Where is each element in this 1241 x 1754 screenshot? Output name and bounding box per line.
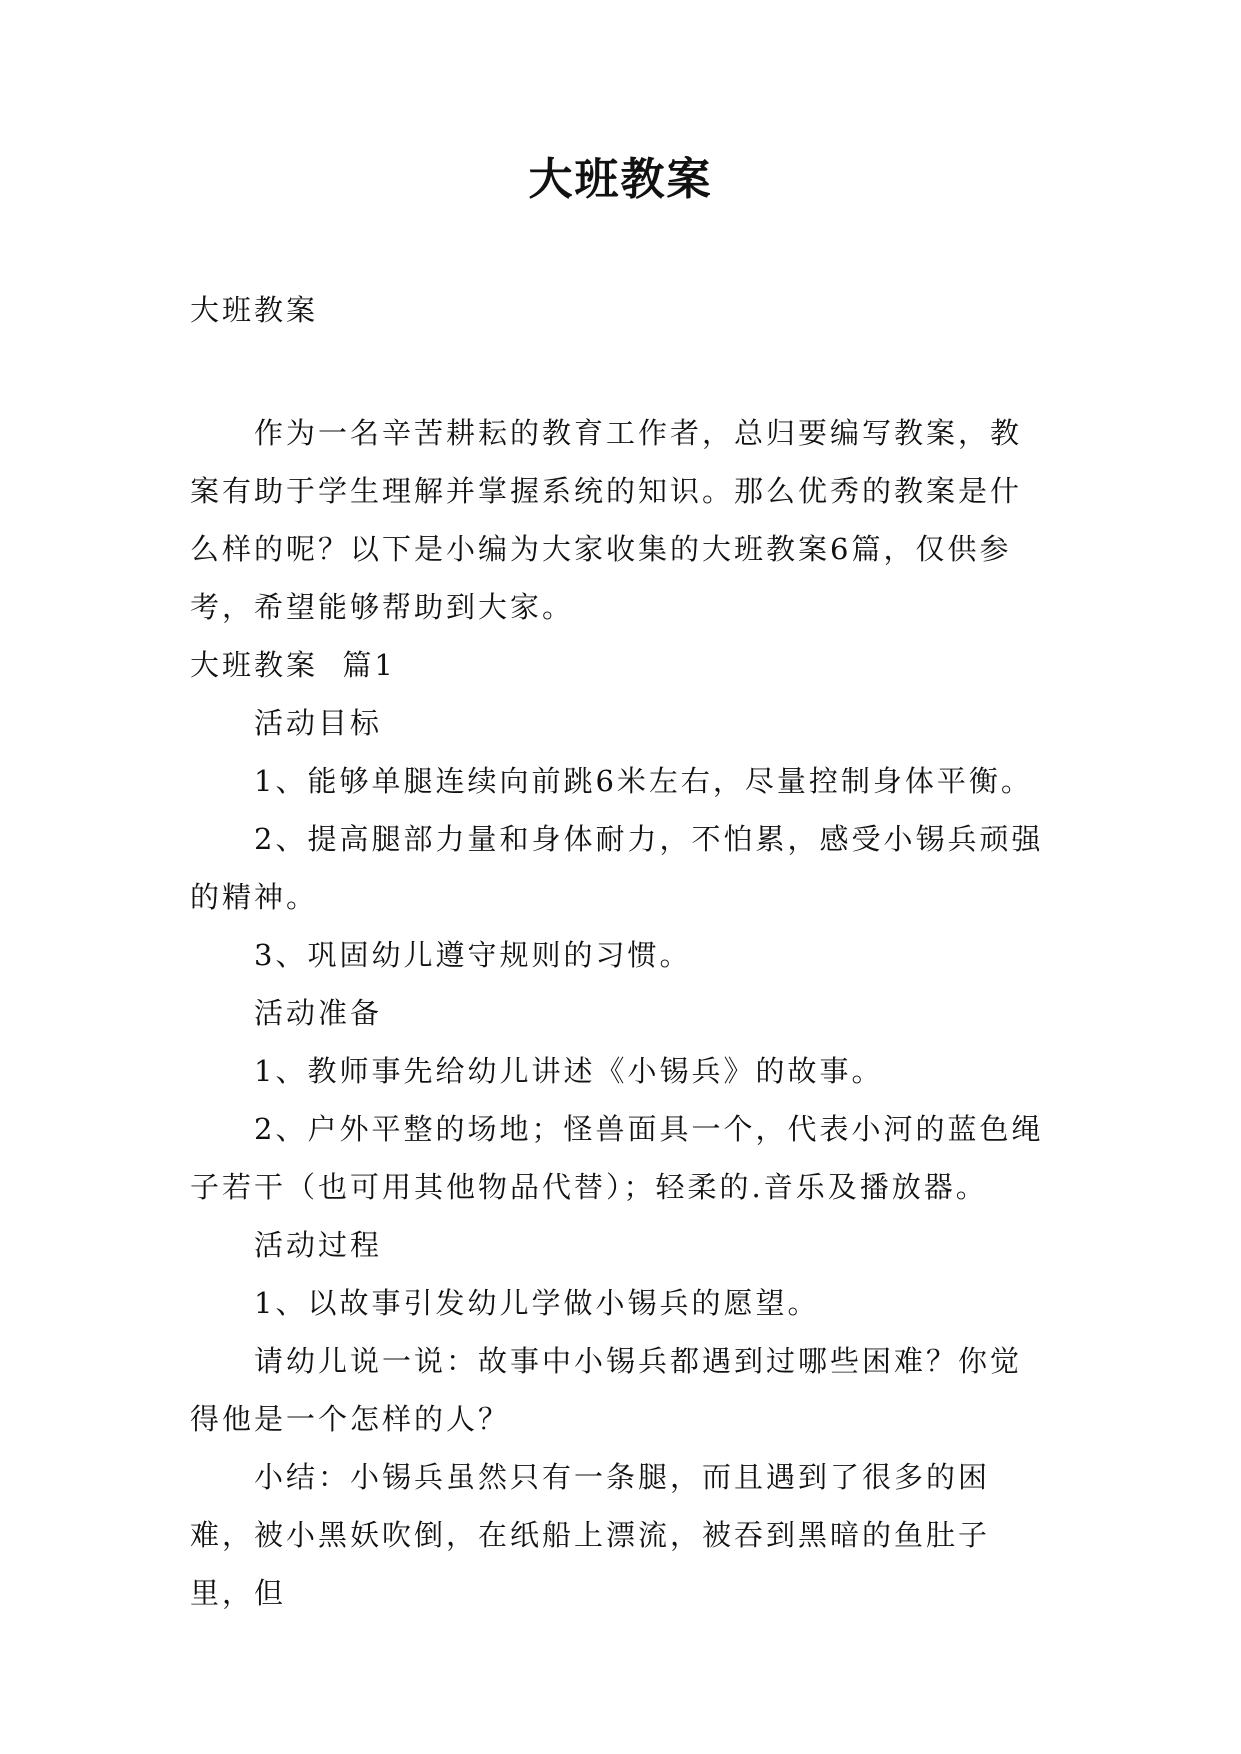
process-paragraph: 小结：小锡兵虽然只有一条腿，而且遇到了很多的困难，被小黑妖吹倒，在纸船上漂流，被吞到黑暗的鱼肚子里，但 [190, 1460, 991, 1610]
process-paragraph: 请幼儿说一说：故事中小锡兵都遇到过哪些困难？你觉得他是一个怎样的人？ [190, 1344, 1023, 1436]
document-title: 大班教案 [528, 154, 713, 205]
intro-paragraph: 作为一名辛苦耕耘的教育工作者，总归要编写教案，教案有助于学生理解并掌握系统的知识。那么优秀的教案是什么样的呢？以下是小编为大家收集的大班教案6篇，仅供参考，希望能够帮助到大家。 [190, 416, 1023, 624]
subheading-preparation: 活动准备 [254, 996, 383, 1030]
document-subtitle: 大班教案 [190, 293, 319, 327]
document-body [190, 404, 1050, 1622]
subheading-process: 活动过程 [254, 1228, 383, 1262]
preparation-item: 2、户外平整的场地；怪兽面具一个，代表小河的蓝色绳子若干（也可用其他物品代替）；轻柔的.音乐及播放器。 [190, 1112, 1044, 1204]
section-heading: 大班教案 篇1 [190, 648, 396, 682]
goal-item: 1、能够单腿连续向前跳6米左右，尽量控制身体平衡。 [254, 764, 1033, 798]
subheading-goals: 活动目标 [254, 706, 383, 740]
goal-item: 3、巩固幼儿遵守规则的习惯。 [254, 938, 692, 972]
process-item: 1、以故事引发幼儿学做小锡兵的愿望。 [254, 1286, 820, 1320]
goal-item: 2、提高腿部力量和身体耐力，不怕累，感受小锡兵顽强的精神。 [190, 822, 1044, 914]
preparation-item: 1、教师事先给幼儿讲述《小锡兵》的故事。 [254, 1054, 884, 1088]
